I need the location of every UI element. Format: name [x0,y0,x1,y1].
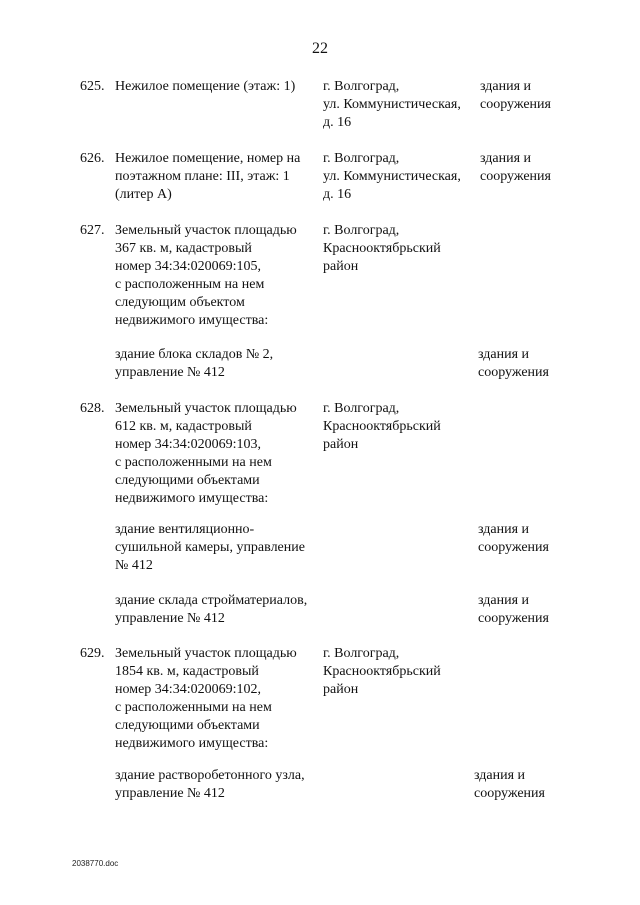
entry-number: 626. [80,151,105,166]
subitem-category [478,346,578,382]
entry-name-line: номер 34:34:020069:103, [115,437,261,452]
entry-name-line: с расположенным на нем [115,277,265,292]
subitem-category-line: сооружения [478,611,549,626]
entry-name [115,400,320,508]
entry-category [480,78,580,114]
page-number: 22 [312,40,328,57]
entry-name-line: следующими объектами [115,473,260,488]
subitem-category-line: сооружения [474,786,545,801]
subitem-category-line: сооружения [478,365,549,380]
entry-name-line: номер 34:34:020069:105, [115,259,261,274]
subitem-name-line: здание вентиляционно- [115,522,255,537]
entry-address-line: Краснооктябрьский [323,419,441,434]
entry-name [115,150,320,204]
entry-address [323,150,478,204]
entry-address-line: район [323,437,359,452]
entry-address [323,400,478,454]
subitem-name [115,521,335,575]
entry-category-line: сооружения [480,169,551,184]
entry-address-line: Краснооктябрьский [323,664,441,679]
subitem-category [478,592,578,628]
subitem-category-line: здания и [478,593,530,608]
entry-name [115,645,320,753]
entry-address [323,78,478,132]
entry-name-line: Земельный участок площадью [115,646,297,661]
entry-address-line: г. Волгоград, [323,151,400,166]
entry-name-line: Нежилое помещение (этаж: 1) [115,79,296,94]
entry-name-line: (литер А) [115,187,172,202]
entry-category [480,150,580,186]
entry-name-line: 1854 кв. м, кадастровый [115,664,259,679]
entry-name-line: недвижимого имущества: [115,736,269,751]
subitem-name [115,592,335,628]
entry-address-line: г. Волгоград, [323,646,400,661]
entry-address-line: район [323,259,359,274]
entry-address-line: г. Волгоград, [323,401,400,416]
subitem-name-line: сушильной камеры, управление [115,540,305,555]
entry-address-line: Краснооктябрьский [323,241,441,256]
subitem-name-line: здание растворобетонного узла, [115,768,305,783]
entry-address-line: д. 16 [323,115,352,130]
entry-address-line: г. Волгоград, [323,223,400,238]
subitem-category [478,521,578,557]
entry-name-line: Нежилое помещение, номер на [115,151,301,166]
entry-address-line: д. 16 [323,187,352,202]
entry-name-line: 612 кв. м, кадастровый [115,419,252,434]
entry-category-line: здания и [480,151,532,166]
entry-number: 628. [80,401,105,416]
subitem-name-line: здание блока складов № 2, [115,347,274,362]
entry-address [323,645,478,699]
entry-name-line: следующими объектами [115,718,260,733]
entry-name [115,222,320,330]
entry-number: 629. [80,646,105,661]
subitem-name [115,346,335,382]
entry-name-line: номер 34:34:020069:102, [115,682,261,697]
entry-number: 625. [80,79,105,94]
entry-name-line: недвижимого имущества: [115,313,269,328]
subitem-name-line: управление № 412 [115,365,225,380]
entry-name-line: Земельный участок площадью [115,223,297,238]
subitem-category [474,767,574,803]
subitem-category-line: сооружения [478,540,549,555]
subitem-name-line: управление № 412 [115,786,225,801]
entry-address-line: г. Волгоград, [323,79,400,94]
entry-address-line: ул. Коммунистическая, [323,97,461,112]
entry-category-line: сооружения [480,97,551,112]
entry-name-line: следующим объектом [115,295,245,310]
entry-address-line: район [323,682,359,697]
subitem-name-line: № 412 [115,558,153,573]
entry-address [323,222,478,276]
entry-name-line: с расположенными на нем [115,455,272,470]
entry-name [115,78,320,96]
subitem-name [115,767,335,803]
entry-category-line: здания и [480,79,532,94]
subitem-category-line: здания и [478,522,530,537]
entry-address-line: ул. Коммунистическая, [323,169,461,184]
entry-name-line: Земельный участок площадью [115,401,297,416]
subitem-name-line: здание склада стройматериалов, [115,593,308,608]
subitem-name-line: управление № 412 [115,611,225,626]
entry-name-line: 367 кв. м, кадастровый [115,241,252,256]
entry-number: 627. [80,223,105,238]
subitem-category-line: здания и [474,768,526,783]
subitem-category-line: здания и [478,347,530,362]
document-filename: 2038770.doc [72,859,119,868]
entry-name-line: с расположенными на нем [115,700,272,715]
entry-name-line: поэтажном плане: III, этаж: 1 [115,169,290,184]
entry-name-line: недвижимого имущества: [115,491,269,506]
